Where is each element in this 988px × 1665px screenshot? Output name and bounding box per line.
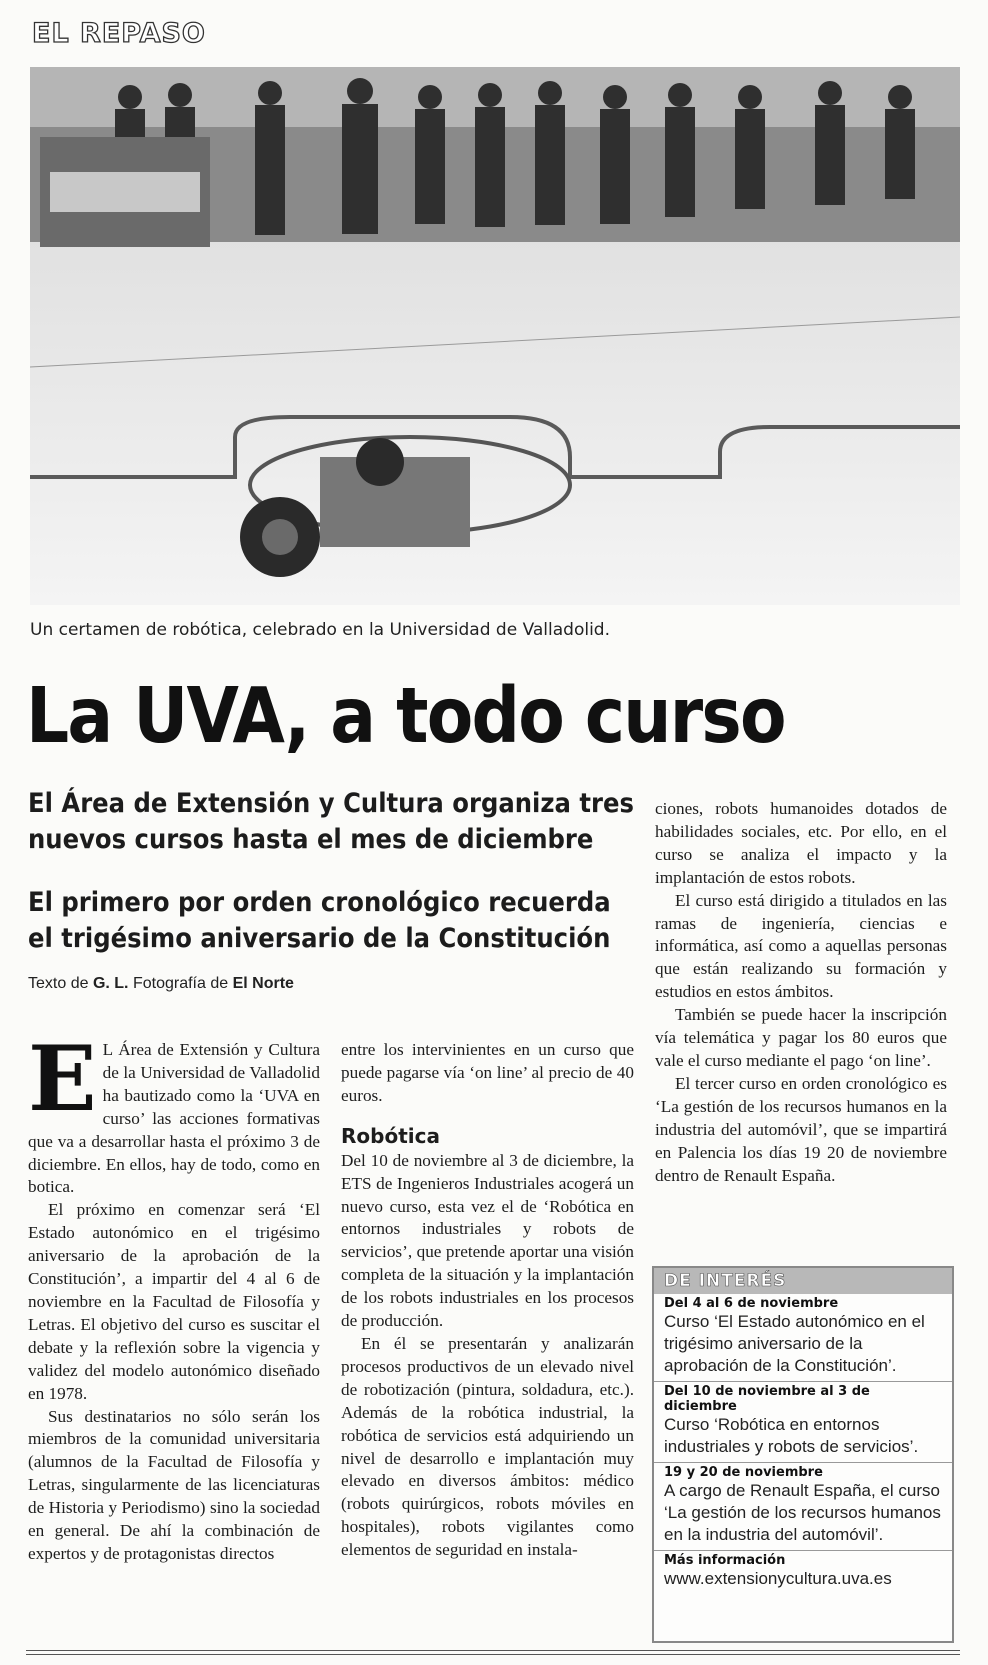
byline-text-prefix: Texto de [28,975,89,992]
byline-photo-source: El Norte [232,975,294,992]
byline [28,975,294,993]
interest-item [654,1463,952,1551]
section-label: EL REPASO [32,18,206,49]
section-heading-robotica: Robótica [341,1123,440,1148]
photo-illustration [30,67,960,605]
interest-item-text: A cargo de Renault España, el curso ‘La gestión de los recursos humanos en la industria del automóvil’. [664,1481,941,1544]
article-column-2 [341,1039,634,1562]
headline: La UVA, a todo curso [26,672,785,761]
article-column-1 [28,1026,320,1566]
interest-item-date: Del 4 al 6 de noviembre [664,1296,839,1311]
bottom-rule [26,1654,960,1655]
paragraph: El próximo en comenzar será ‘El Estado autonómico en el trigésimo aniversario de la aprobación de la Constitución’, a impartir del 4 al 6 de noviembre en la Facultad de Filosofía y Letras. El objetivo del curso es suscitar el debate y la reflexión sobre la vigencia y validez del modelo autonómico diseñado en 1978. [28,1200,320,1403]
interest-box-title: DE INTERÉS [654,1268,952,1294]
paragraph: También se puede hacer la inscripción vía telemática y pagar los 80 euros que vale el curso mediante el pago ‘on line’. [655,1005,947,1070]
interest-item [654,1294,952,1382]
interest-item-date: Del 10 de noviembre al 3 de diciembre [664,1384,870,1414]
subheadline-2: El primero por orden cronológico recuerda el trigésimo aniversario de la Constitución [28,887,611,954]
article-column-3 [655,798,947,1187]
paragraph: En él se presentarán y analizarán procesos productivos de un elevado nivel de robotización (pintura, soldadura, etc.). Además de la robótica industrial, la robótica de servicios está adquiriendo un nivel de desarrollo e implantación muy elevado en diversos ámbitos: médico (robots quirúrgicos, robots móviles en hospitales), robots vigilantes como elementos de seguridad en instala- [341,1333,634,1560]
paragraph: Sus destinatarios no sólo serán los miembros de la comunidad universitaria (alumnos de la Facultad de Filosofía y Letras, singularmente de las licenciaturas de Historia y Periodismo) sino la sociedad en general. De ahí la combinación de expertos y de protagonistas directos [28,1406,320,1563]
interest-item [654,1382,952,1463]
byline-photo-prefix: Fotografía de [132,975,229,992]
interest-item-text: Curso ‘El Estado autonómico en el trigésimo aniversario de la aprobación de la Constitución’. [664,1312,925,1375]
paragraph [28,1026,320,1199]
drop-cap: E [28,1026,97,1132]
bottom-rule [26,1650,960,1651]
interest-box [652,1266,954,1643]
paragraph: El curso está dirigido a titulados en las ramas de ingeniería, ciencias e informática, así como a aquellas personas que están realizando su formación y estudios en estos ámbitos. [655,890,947,1002]
paragraph: Del 10 de noviembre al 3 de diciembre, la ETS de Ingenieros Industriales acogerá un nuevo curso, esta vez el de ‘Robótica en entornos industriales y robots de servicios’, que pretende aportar una visión completa de la situación y la implantación de los robots industriales en los procesos de producción. [341,1150,634,1331]
paragraph: ciones, robots humanoides dotados de habilidades sociales, etc. Por ello, en el curso se analiza el impacto y la implantación de estos robots. [655,799,947,887]
paragraph: entre los intervinientes en un curso que puede pagarse vía ‘on line’ al precio de 40 euros. [341,1040,634,1105]
interest-item-date: 19 y 20 de noviembre [664,1465,823,1480]
photo-caption: Un certamen de robótica, celebrado en la Universidad de Valladolid. [30,620,610,640]
interest-item-date: Más información [664,1553,786,1568]
subheadline-1: El Área de Extensión y Cultura organiza tres nuevos cursos hasta el mes de diciembre [28,788,634,855]
paragraph-text: L Área de Extensión y Cultura de la Universidad de Valladolid ha bautizado como la ‘UVA en curso’ las acciones formativas que va a desarrollar hasta el próximo 3 de diciembre. En ellos, hay de todo, como en botica. [28,1040,320,1197]
interest-item-link[interactable]: www.extensionycultura.uva.es [664,1569,892,1588]
byline-author: G. L. [92,975,129,992]
robotics-contest-photo [30,67,960,605]
interest-item [654,1551,952,1594]
paragraph: El tercer curso en orden cronológico es ‘La gestión de los recursos humanos en la industria del automóvil’, que se impartirá en Palencia los días 19 20 de noviembre dentro de Renault España. [655,1073,947,1185]
interest-item-text: Curso ‘Robótica en entornos industriales y robots de servicios’. [664,1415,919,1456]
